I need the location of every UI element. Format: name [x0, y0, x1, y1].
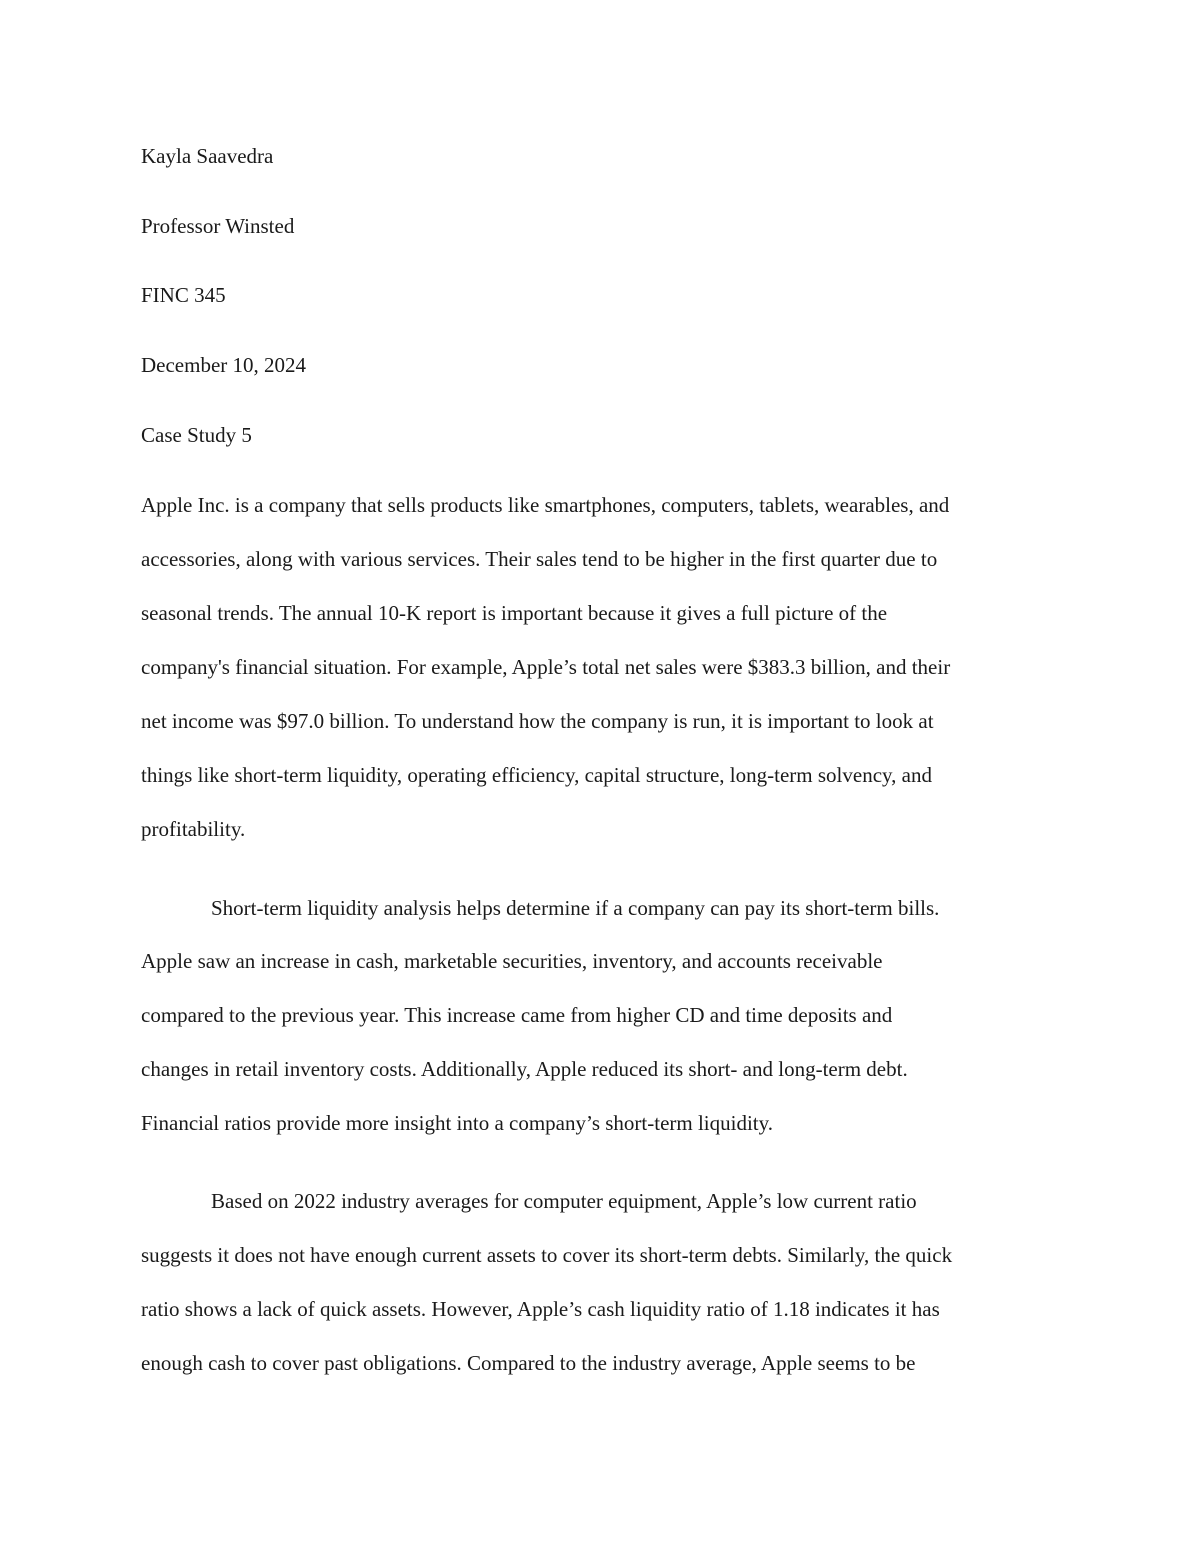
paragraph-line: suggests it does not have enough current assets to cover its short-term debts. Similarly, the quick — [141, 1243, 953, 1267]
paragraph-line: Short-term liquidity analysis helps determine if a company can pay its short-term bills. — [211, 896, 940, 920]
document-title: Case Study 5 — [141, 423, 252, 447]
professor-name: Professor Winsted — [141, 214, 295, 238]
paragraph-line: ratio shows a lack of quick assets. However, Apple’s cash liquidity ratio of 1.18 indicates it has — [141, 1297, 940, 1321]
paragraph-line: changes in retail inventory costs. Additionally, Apple reduced its short- and long-term debt. — [141, 1057, 908, 1081]
paragraph-line: seasonal trends. The annual 10-K report is important because it gives a full picture of the — [141, 601, 888, 625]
course-code: FINC 345 — [141, 283, 226, 307]
paragraph-line: accessories, along with various services. Their sales tend to be higher in the first quarter due to — [141, 547, 938, 571]
document-date: December 10, 2024 — [141, 353, 307, 377]
paragraph-line: Financial ratios provide more insight into a company’s short-term liquidity. — [141, 1111, 774, 1135]
paragraph-line: things like short-term liquidity, operating efficiency, capital structure, long-term solvency, and — [141, 763, 932, 787]
paragraph-line: compared to the previous year. This increase came from higher CD and time deposits and — [141, 1003, 893, 1027]
author-name: Kayla Saavedra — [141, 144, 274, 168]
paragraph-line: net income was $97.0 billion. To understand how the company is run, it is important to look at — [141, 709, 934, 733]
paragraph-line: Apple saw an increase in cash, marketable securities, inventory, and accounts receivable — [141, 949, 883, 973]
paragraph-line: enough cash to cover past obligations. Compared to the industry average, Apple seems to be — [141, 1351, 916, 1375]
paragraph-line: profitability. — [141, 817, 246, 841]
paragraph-line: company's financial situation. For example, Apple’s total net sales were $383.3 billion, and their — [141, 655, 951, 679]
paragraph-line: Based on 2022 industry averages for computer equipment, Apple’s low current ratio — [211, 1189, 917, 1213]
paragraph-line: Apple Inc. is a company that sells products like smartphones, computers, tablets, wearables, and — [141, 493, 950, 517]
